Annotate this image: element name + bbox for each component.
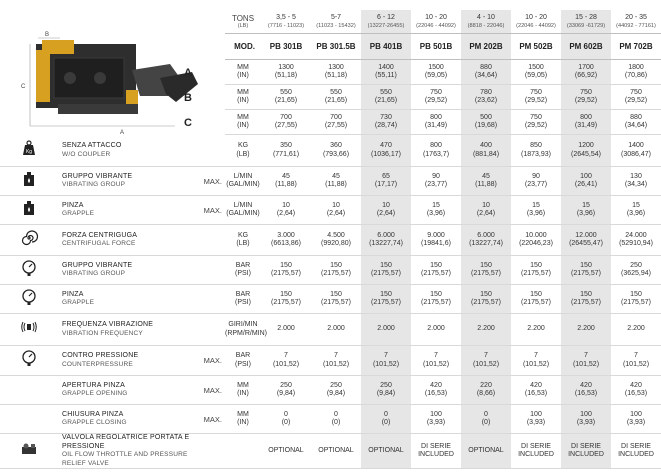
unit-label [225,434,261,469]
max-label [198,434,225,469]
spec-value: 750 (29,52) [511,110,561,135]
spec-value: OPTIONAL [461,434,511,469]
spec-value: 150 (2175,57) [361,256,411,285]
spec-value: 550 (21,65) [311,85,361,110]
spec-value: 4.500 (9920,80) [311,225,361,256]
spec-value: 45 (11,88) [261,167,311,196]
spec-value: 800 (31,49) [561,110,611,135]
spec-value: 10 (2,64) [261,196,311,225]
model-name: PM 502B [511,33,561,60]
unit-label: MM (IN) [225,85,261,110]
spec-value: 2.000 [361,314,411,346]
spec-value: 10.000 (22046,23) [511,225,561,256]
spec-value: 45 (11,88) [461,167,511,196]
spec-value: 15 (3,96) [611,196,661,225]
spec-value: 750 (29,52) [611,85,661,110]
spec-value: 2.200 [561,314,611,346]
unit-label: BAR (PSI) [225,256,261,285]
spec-value: 150 (2175,57) [411,285,461,314]
spec-value: 12.000 (26455,47) [561,225,611,256]
spec-value: 150 (2175,57) [261,285,311,314]
spec-value: 2.200 [461,314,511,346]
spec-value: 7 (101,52) [361,346,411,376]
spec-value: 6.000 (13227,74) [461,225,511,256]
spec-value: 2.000 [261,314,311,346]
spec-value: 150 (2175,57) [511,285,561,314]
model-name: PM 702B [611,33,661,60]
spec-value: 15 (3,96) [411,196,461,225]
model-name: PB 301B [261,33,311,60]
tons-unit-label: (LB) [237,23,249,29]
spec-value: 15 (3,96) [511,196,561,225]
spec-value: 90 (23,77) [511,167,561,196]
spec-value: 0 (0) [261,405,311,434]
dim-label-c: C [21,84,26,90]
unit-label: KG (LB) [225,225,261,256]
spec-value: 420 (16,53) [511,376,561,405]
spec-value: 550 (21,65) [361,85,411,110]
max-label [198,285,225,314]
model-name: PM 602B [561,33,611,60]
spec-value: 500 (19,68) [461,110,511,135]
spec-value: DI SERIE INCLUDED [511,434,561,469]
spec-label: FORZA CENTRIGUGA CENTRIFUGAL FORCE [58,225,198,256]
spec-value: 2.000 [411,314,461,346]
spec-value: 100 (26,41) [561,167,611,196]
spec-value: 10 (2,64) [461,196,511,225]
spec-value: 7 (101,52) [611,346,661,376]
spec-value: 100 (3,93) [561,405,611,434]
unit-label: BAR (PSI) [225,285,261,314]
spec-value: 730 (28,74) [361,110,411,135]
spec-value: 7 (101,52) [261,346,311,376]
spec-table [0,10,661,469]
spec-value: 400 (881,84) [461,135,511,167]
unit-label: BAR (PSI) [225,346,261,376]
gauge-icon [0,256,58,285]
spec-value: 15 (3,96) [561,196,611,225]
unit-label: MM (IN) [225,405,261,434]
spec-value: OPTIONAL [311,434,361,469]
max-label: MAX. [198,196,225,225]
dim-label-b: B [45,32,50,38]
tons-range: 4 - 10 (8818 - 22046) [461,10,511,33]
spec-value: 360 (793,66) [311,135,361,167]
spec-value: 150 (2175,57) [561,285,611,314]
spec-value: 150 (2175,57) [311,256,361,285]
spec-value: 880 (34,64) [461,60,511,85]
unit-label: L/MIN (GAL/MIN) [225,196,261,225]
spec-label: CHIUSURA PINZA GRAPPLE CLOSING [58,405,198,434]
spec-value: 1200 (2645,54) [561,135,611,167]
spec-value: 1300 (51,18) [311,60,361,85]
tons-range: 10 - 20 (22046 - 44092) [516,13,556,29]
oil-icon [0,167,58,196]
spec-value: 1700 (66,92) [561,60,611,85]
spec-value: 2.200 [611,314,661,346]
svg-text:Kg: Kg [25,149,33,155]
spec-value: 7 (101,52) [311,346,361,376]
spec-value: 150 (2175,57) [311,285,361,314]
max-label: MAX. [198,346,225,376]
spec-value: 800 (31,49) [411,110,461,135]
model-name: PB 301.5B [311,33,361,60]
spec-label: GRUPPO VIBRANTE VIBRATING GROUP [58,167,198,196]
spec-value: 90 (23,77) [411,167,461,196]
max-label: MAX. [198,405,225,434]
model-name: PB 501B [411,33,461,60]
spec-value: 880 (34,64) [611,110,661,135]
spec-value: 9.000 (19841,6) [411,225,461,256]
spec-value: 130 (34,34) [611,167,661,196]
gauge-icon [0,285,58,314]
max-label: MAX. [198,167,225,196]
spec-value: 65 (17,17) [361,167,411,196]
spec-value: 700 (27,55) [311,110,361,135]
spec-value: DI SERIE INCLUDED [411,434,461,469]
spec-value: 220 (8,66) [461,376,511,405]
spec-value: 750 (29,52) [511,85,561,110]
row-icon [0,376,58,405]
spec-label: SENZA ATTACCO W/O COUPLER [58,135,198,167]
tons-range: 5-7 (11023 - 15432) [316,13,356,29]
unit-label: MM (IN) [225,60,261,85]
tons-range: 10 - 20 (22046 - 44092) [416,13,456,29]
spec-label: FREQUENZA VIBRAZIONE VIBRATION FREQUENCY [58,314,198,346]
spec-value: 420 (16,53) [561,376,611,405]
spec-value: 420 (16,53) [611,376,661,405]
spec-value: 1400 (55,11) [361,60,411,85]
model-name: PB 401B [361,33,411,60]
spec-value: 24.000 (52910,94) [611,225,661,256]
spec-value: 6.000 (13227,74) [361,225,411,256]
spec-value: 0 (0) [461,405,511,434]
dimension-letter: C [184,116,192,129]
max-label: MAX. [198,376,225,405]
tons-range: 15 - 28 (33069 -61729) [561,10,611,33]
spec-value: 750 (29,52) [411,85,461,110]
spec-value: 7 (101,52) [561,346,611,376]
spec-value: 150 (2175,57) [511,256,561,285]
spec-value: 250 (9,84) [261,376,311,405]
spec-value: 470 (1036,17) [361,135,411,167]
spec-label: PINZA GRAPPLE [58,285,198,314]
spec-value: 150 (2175,57) [461,256,511,285]
spec-value: 100 (3,93) [511,405,561,434]
model-label: MOD. [225,33,261,60]
max-label [198,225,225,256]
spec-value: DI SERIE INCLUDED [611,434,661,469]
tons-label: TONS (LB) [225,10,261,33]
spec-value: 150 (2175,57) [361,285,411,314]
spec-label: GRUPPO VIBRANTE VIBRATING GROUP [58,256,198,285]
spec-label: PINZA GRAPPLE [58,196,198,225]
unit-label: KG (LB) [225,135,261,167]
spec-value: 780 (23,62) [461,85,511,110]
spec-value: 2.200 [511,314,561,346]
unit-label: MM (IN) [225,110,261,135]
spec-label: VALVOLA REGOLATRICE PORTATA E PRESSIONE OIL FLOW THROTTLE AND PRESSURE RELIEF VALVE [58,434,198,469]
spec-label: APERTURA PINZA GRAPPLE OPENING [58,376,198,405]
spec-value: 250 (9,84) [311,376,361,405]
spec-value: 250 (9,84) [361,376,411,405]
spec-value: 100 (3,93) [411,405,461,434]
spec-value: 750 (29,52) [561,85,611,110]
unit-label: L/MIN (GAL/MIN) [225,167,261,196]
max-label [198,135,225,167]
spec-value: 150 (2175,57) [461,285,511,314]
spec-value: 0 (0) [311,405,361,434]
spec-value: 550 (21,65) [261,85,311,110]
spec-value: 10 (2,64) [311,196,361,225]
spec-value: 250 (3625,94) [611,256,661,285]
oil-icon [0,196,58,225]
spec-value: 2.000 [311,314,361,346]
spec-value: 800 (1763,7) [411,135,461,167]
valve-icon [0,434,58,469]
spec-value: 150 (2175,57) [561,256,611,285]
tons-range: 6 - 12 (13227-26455) [361,10,411,33]
tons-range: 3,5 - 5 (7716 - 11023) [267,13,305,29]
tons-range: 20 - 35 (44092 - 77161) [616,13,656,29]
max-label [198,314,225,346]
row-icon [0,405,58,434]
spec-value: 45 (11,88) [311,167,361,196]
spec-value: 100 (3,93) [611,405,661,434]
spiral-icon [0,225,58,256]
spec-value: 150 (2175,57) [261,256,311,285]
unit-label: MM (IN) [225,376,261,405]
spec-value: 350 (771,61) [261,135,311,167]
spec-value: 7 (101,52) [411,346,461,376]
spec-value: 3.000 (6613,86) [261,225,311,256]
spec-value: 7 (101,52) [461,346,511,376]
spec-value: 1500 (59,05) [511,60,561,85]
weight-icon [0,135,58,167]
spec-value: 1400 (3086,47) [611,135,661,167]
spec-value: 10 (2,64) [361,196,411,225]
spec-value: 1500 (59,05) [411,60,461,85]
dimension-letter: A [184,66,192,79]
dimension-letter: B [184,91,192,104]
spec-value: 1300 (51,18) [261,60,311,85]
spec-value: 1800 (70,86) [611,60,661,85]
gauge-icon [0,346,58,376]
spec-value: 700 (27,55) [261,110,311,135]
spec-value: 850 (1873,93) [511,135,561,167]
spec-value: 150 (2175,57) [611,285,661,314]
max-label [198,256,225,285]
spec-label: CONTRO PRESSIONE COUNTERPRESSURE [58,346,198,376]
spec-value: 0 (0) [361,405,411,434]
spec-value: DI SERIE INCLUDED [561,434,611,469]
spec-value: 7 (101,52) [511,346,561,376]
unit-label: GIRI/MIN (RPM/R/MIN) [225,314,261,346]
dim-label-a: A [120,130,125,136]
spec-value: 150 (2175,57) [411,256,461,285]
spec-value: 420 (16,53) [411,376,461,405]
spec-value: OPTIONAL [361,434,411,469]
vibration-icon [0,314,58,346]
model-name: PM 202B [461,33,511,60]
spec-value: OPTIONAL [261,434,311,469]
